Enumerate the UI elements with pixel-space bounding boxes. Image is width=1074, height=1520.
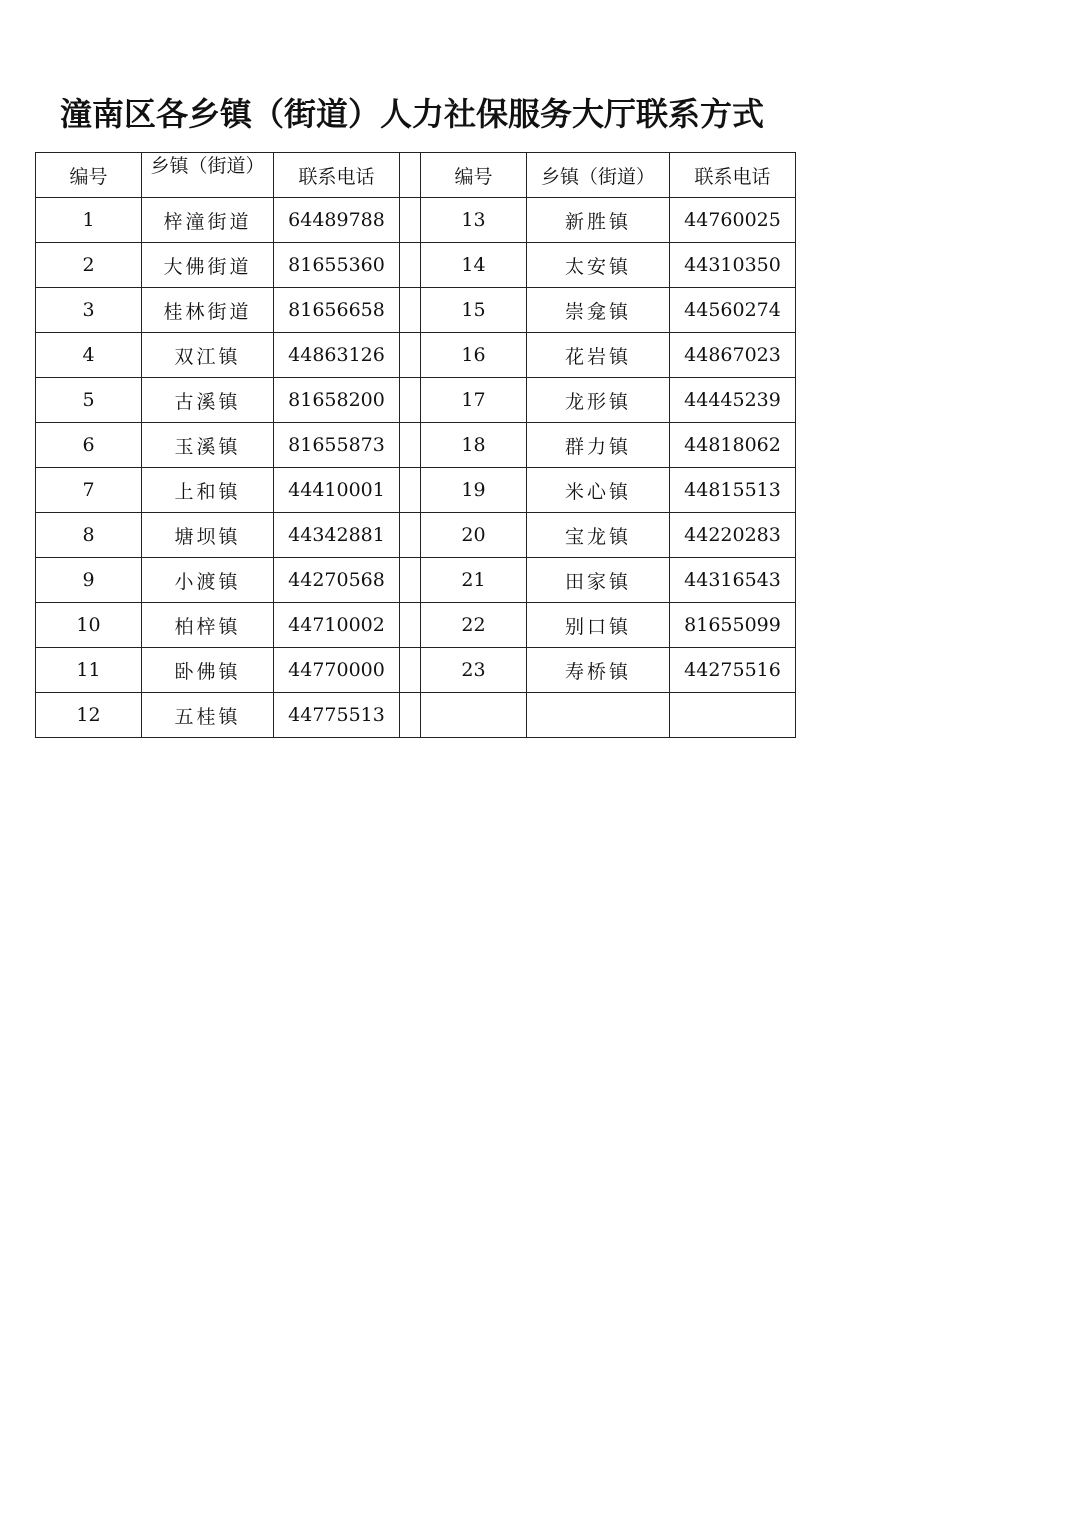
cell-right-phone: 44310350 xyxy=(670,243,796,288)
cell-left-phone: 44270568 xyxy=(274,558,400,603)
cell-left-town: 塘坝镇 xyxy=(142,513,274,558)
cell-left-number: 5 xyxy=(36,378,142,423)
cell-right-number: 17 xyxy=(421,378,527,423)
cell-right-number: 21 xyxy=(421,558,527,603)
cell-left-number: 1 xyxy=(36,198,142,243)
cell-left-phone: 81655360 xyxy=(274,243,400,288)
cell-left-number: 7 xyxy=(36,468,142,513)
column-gap xyxy=(400,333,421,378)
cell-left-number: 9 xyxy=(36,558,142,603)
cell-left-town: 桂林街道 xyxy=(142,288,274,333)
cell-left-town: 梓潼街道 xyxy=(142,198,274,243)
cell-left-phone: 81655873 xyxy=(274,423,400,468)
cell-right-town xyxy=(527,693,670,738)
cell-right-number: 15 xyxy=(421,288,527,333)
cell-left-town: 柏梓镇 xyxy=(142,603,274,648)
cell-left-number: 3 xyxy=(36,288,142,333)
cell-left-phone: 64489788 xyxy=(274,198,400,243)
table-header-row xyxy=(36,153,796,198)
cell-left-town: 玉溪镇 xyxy=(142,423,274,468)
header-left-phone: 联系电话 xyxy=(274,153,400,198)
contact-table xyxy=(35,152,796,738)
cell-left-town: 上和镇 xyxy=(142,468,274,513)
cell-right-phone: 44815513 xyxy=(670,468,796,513)
cell-right-town: 新胜镇 xyxy=(527,198,670,243)
cell-left-number: 10 xyxy=(36,603,142,648)
table-row xyxy=(36,333,796,378)
cell-right-phone: 44445239 xyxy=(670,378,796,423)
cell-left-number: 2 xyxy=(36,243,142,288)
column-gap xyxy=(400,558,421,603)
cell-right-town: 崇龛镇 xyxy=(527,288,670,333)
column-gap xyxy=(400,603,421,648)
cell-right-town: 米心镇 xyxy=(527,468,670,513)
cell-right-town: 寿桥镇 xyxy=(527,648,670,693)
cell-right-phone: 44316543 xyxy=(670,558,796,603)
cell-left-phone: 44775513 xyxy=(274,693,400,738)
column-gap xyxy=(400,153,421,198)
cell-right-number xyxy=(421,693,527,738)
cell-right-town: 龙形镇 xyxy=(527,378,670,423)
cell-right-number: 14 xyxy=(421,243,527,288)
cell-right-phone: 44818062 xyxy=(670,423,796,468)
cell-right-number: 13 xyxy=(421,198,527,243)
table-row xyxy=(36,468,796,513)
column-gap xyxy=(400,243,421,288)
table-row xyxy=(36,603,796,648)
cell-right-number: 19 xyxy=(421,468,527,513)
cell-right-town: 田家镇 xyxy=(527,558,670,603)
cell-left-town: 大佛街道 xyxy=(142,243,274,288)
cell-right-phone xyxy=(670,693,796,738)
table-body xyxy=(36,198,796,738)
cell-right-town: 花岩镇 xyxy=(527,333,670,378)
table-row xyxy=(36,513,796,558)
cell-left-phone: 81656658 xyxy=(274,288,400,333)
cell-left-phone: 44710002 xyxy=(274,603,400,648)
cell-left-phone: 44770000 xyxy=(274,648,400,693)
column-gap xyxy=(400,468,421,513)
table-row xyxy=(36,693,796,738)
cell-left-phone: 44342881 xyxy=(274,513,400,558)
column-gap xyxy=(400,513,421,558)
column-gap xyxy=(400,693,421,738)
table-row xyxy=(36,423,796,468)
header-left-town xyxy=(142,153,274,198)
cell-left-town: 五桂镇 xyxy=(142,693,274,738)
cell-left-town: 古溪镇 xyxy=(142,378,274,423)
cell-left-phone: 44863126 xyxy=(274,333,400,378)
cell-left-number: 8 xyxy=(36,513,142,558)
cell-right-town: 群力镇 xyxy=(527,423,670,468)
column-gap xyxy=(400,648,421,693)
column-gap xyxy=(400,198,421,243)
cell-left-town: 双江镇 xyxy=(142,333,274,378)
table-row xyxy=(36,378,796,423)
cell-right-number: 20 xyxy=(421,513,527,558)
header-right-phone: 联系电话 xyxy=(670,153,796,198)
cell-left-phone: 81658200 xyxy=(274,378,400,423)
cell-right-number: 16 xyxy=(421,333,527,378)
cell-right-phone: 44275516 xyxy=(670,648,796,693)
cell-right-town: 太安镇 xyxy=(527,243,670,288)
header-left-number: 编号 xyxy=(36,153,142,198)
table-row xyxy=(36,558,796,603)
cell-left-number: 6 xyxy=(36,423,142,468)
header-right-number: 编号 xyxy=(421,153,527,198)
table-row xyxy=(36,198,796,243)
table-row xyxy=(36,243,796,288)
cell-right-phone: 44760025 xyxy=(670,198,796,243)
column-gap xyxy=(400,288,421,333)
cell-right-number: 18 xyxy=(421,423,527,468)
cell-left-number: 11 xyxy=(36,648,142,693)
cell-left-number: 4 xyxy=(36,333,142,378)
cell-left-number: 12 xyxy=(36,693,142,738)
header-left-town-text: 乡镇（街道） xyxy=(150,155,265,177)
column-gap xyxy=(400,378,421,423)
cell-right-phone: 44220283 xyxy=(670,513,796,558)
cell-right-phone: 44867023 xyxy=(670,333,796,378)
cell-left-phone: 44410001 xyxy=(274,468,400,513)
cell-right-town: 别口镇 xyxy=(527,603,670,648)
cell-left-town: 小渡镇 xyxy=(142,558,274,603)
page-title: 潼南区各乡镇（街道）人力社保服务大厅联系方式 xyxy=(60,95,765,133)
table-row xyxy=(36,648,796,693)
cell-right-phone: 44560274 xyxy=(670,288,796,333)
cell-right-phone: 81655099 xyxy=(670,603,796,648)
cell-left-town: 卧佛镇 xyxy=(142,648,274,693)
table-row xyxy=(36,288,796,333)
cell-right-number: 23 xyxy=(421,648,527,693)
column-gap xyxy=(400,423,421,468)
cell-right-town: 宝龙镇 xyxy=(527,513,670,558)
cell-right-number: 22 xyxy=(421,603,527,648)
header-right-town: 乡镇（街道） xyxy=(527,153,670,198)
